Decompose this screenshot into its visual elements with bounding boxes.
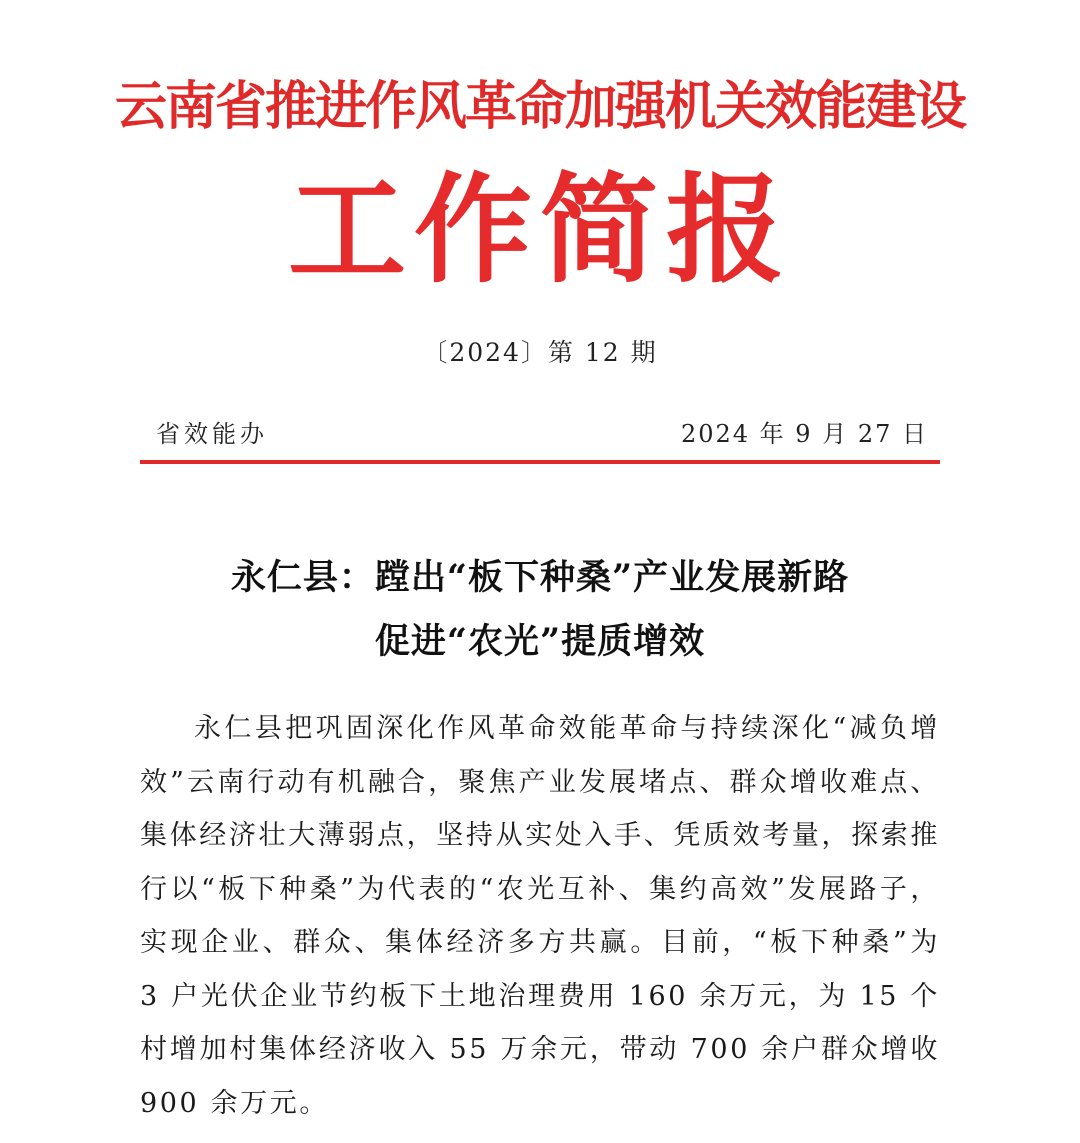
masthead-organization: 云南省推进作风革命加强机关效能建设 [114, 76, 965, 137]
issuer: 省效能办 [156, 420, 268, 448]
issue-date: 2024 年 9 月 27 日 [680, 420, 928, 448]
article-headline-line1: 永仁县：蹚出“板下种桑”产业发展新路 [230, 557, 850, 598]
masthead-title: 工作简报 [287, 160, 792, 299]
issue-number: 〔2024〕第 12 期 [422, 338, 658, 367]
article-body: 永仁县把巩固深化作风革命效能革命与持续深化“减负增效”云南行动有机融合，聚焦产业发展堵点、群众增收难点、集体经济壮大薄弱点，坚持从实处入手、凭质效考量，探索推行以“板下种桑”为代表的“农光互补、集约高效”发展路子，实现企业、群众、集体经济多方共赢。目前，“板下种桑”为 3 户光伏企业节约板下土地治理费用 160 余万元，为 15 个村增加村集体经济收入 55 万余元，带动 700 余户群众增收 900 余万元。 [140, 713, 940, 1119]
article-headline-line2: 促进“农光”提质增效 [374, 621, 706, 662]
red-divider [140, 460, 940, 464]
